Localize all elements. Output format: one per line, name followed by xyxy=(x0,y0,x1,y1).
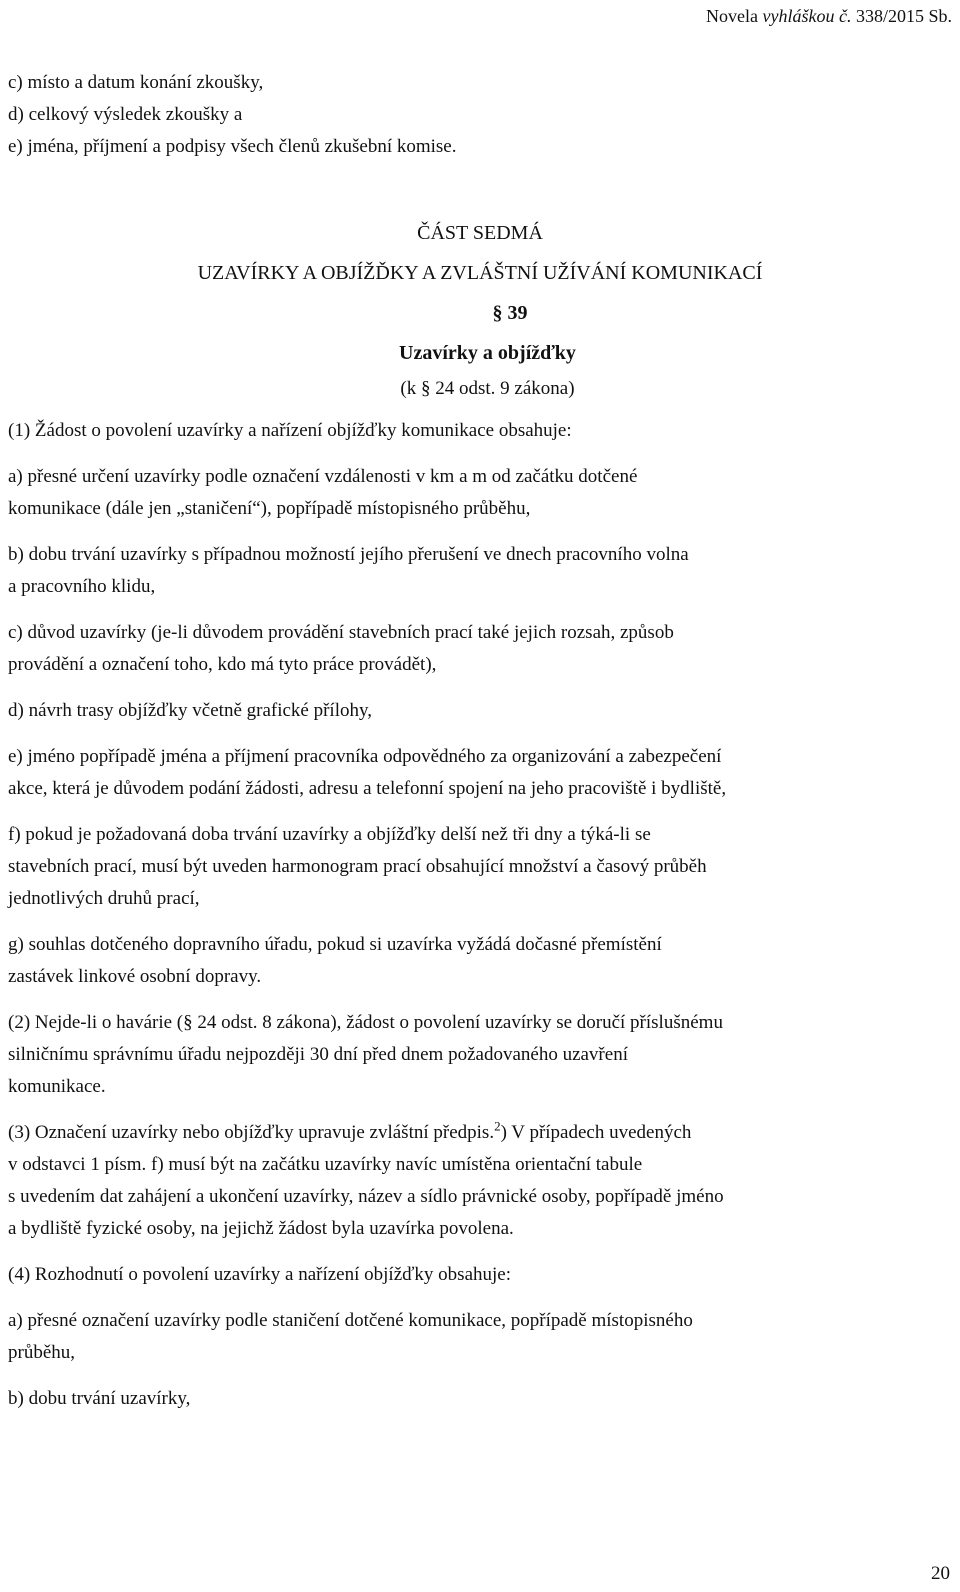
paragraph-line: akce, která je důvodem podání žádosti, adresu a telefonní spojení na jeho pracoviště i bydliště, xyxy=(8,778,727,799)
paragraph-line: komunikace (dále jen „staničení“), popřípadě místopisného průběhu, xyxy=(8,498,531,519)
paragraph-list-end xyxy=(8,1259,952,1415)
paragraph-line: b) dobu trvání uzavírky s případnou možností jejího přerušení ve dnech pracovního volna xyxy=(8,544,689,565)
section-number: § 39 xyxy=(492,302,528,324)
part-title: ČÁST SEDMÁ xyxy=(417,222,543,244)
paragraph-line: b) dobu trvání uzavírky, xyxy=(8,1388,191,1409)
paragraph-line: (1) Žádost o povolení uzavírky a nařízení objížďky komunikace obsahuje: xyxy=(8,420,572,441)
paragraph xyxy=(8,1383,952,1415)
paragraph-line: a) přesné určení uzavírky podle označení vzdálenosti v km a m od začátku dotčené xyxy=(8,466,638,487)
header-suffix: 338/2015 Sb. xyxy=(855,6,952,26)
paragraph-3 xyxy=(8,1117,952,1245)
intro-item: d) celkový výsledek zkoušky a xyxy=(8,104,243,125)
paragraph-line: s uvedením dat zahájení a ukončení uzavírky, název a sídlo právnické osoby, popřípadě jméno xyxy=(8,1186,724,1207)
paragraph-line: a) přesné označení uzavírky podle staničení dotčené komunikace, popřípadě místopisného xyxy=(8,1310,693,1331)
paragraph-3-text-start: (3) Označení uzavírky nebo objížďky upravuje zvláštní předpis. xyxy=(8,1122,495,1143)
paragraph xyxy=(8,1007,952,1103)
part-subtitle: UZAVÍRKY A OBJÍŽĎKY A ZVLÁŠTNÍ UŽÍVÁNÍ KOMUNIKACÍ xyxy=(197,262,763,284)
paragraph-line: d) návrh trasy objížďky včetně grafické přílohy, xyxy=(8,700,373,721)
paragraph-line: a bydliště fyzické osoby, na jejichž žádost byla uzavírka povolena. xyxy=(8,1218,514,1239)
header-prefix: Novela xyxy=(706,6,759,26)
paragraph-3-first-line xyxy=(8,1117,952,1149)
paragraph-line: komunikace. xyxy=(8,1076,106,1097)
paragraph-line: e) jméno popřípadě jména a příjmení pracovníka odpovědného za organizování a zabezpečení xyxy=(8,746,722,767)
part-heading xyxy=(8,213,952,293)
paragraph xyxy=(8,819,952,915)
paragraph xyxy=(8,1259,952,1291)
paragraph-line: f) pokud je požadovaná doba trvání uzavírky a objížďky delší než tři dny a týká-li se xyxy=(8,824,651,845)
section-reference: (k § 24 odst. 9 zákona) xyxy=(400,378,575,399)
paragraph xyxy=(8,929,952,993)
paragraph-3-text-end: ) V případech uvedených xyxy=(500,1122,692,1143)
page-number: 20 xyxy=(931,1563,950,1584)
paragraph-list xyxy=(8,415,952,1103)
paragraph-line: stavebních prací, musí být uveden harmonogram prací obsahující množství a časový průběh xyxy=(8,856,707,877)
paragraph-line: silničnímu správnímu úřadu nejpozději 30 dní před dnem požadovaného uzavření xyxy=(8,1044,628,1065)
paragraph xyxy=(8,695,952,727)
paragraph-line: (2) Nejde-li o havárie (§ 24 odst. 8 zákona), žádost o povolení uzavírky se doručí příslušnému xyxy=(8,1012,723,1033)
paragraph xyxy=(8,617,952,681)
paragraph xyxy=(8,415,952,447)
paragraph xyxy=(8,539,952,603)
paragraph-line: průběhu, xyxy=(8,1342,76,1363)
intro-item: c) místo a datum konání zkoušky, xyxy=(8,72,264,93)
paragraph-line: v odstavci 1 písm. f) musí být na začátku uzavírky navíc umístěna orientační tabule xyxy=(8,1154,643,1175)
intro-item: e) jména, příjmení a podpisy všech členů zkušební komise. xyxy=(8,136,457,157)
section-heading xyxy=(8,293,952,405)
paragraph-line: c) důvod uzavírky (je-li důvodem provádění stavebních prací také jejich rozsah, způsob xyxy=(8,622,674,643)
intro-list xyxy=(8,67,952,163)
paragraph xyxy=(8,741,952,805)
page-header xyxy=(706,4,952,28)
document-body xyxy=(8,67,952,1415)
paragraph xyxy=(8,461,952,525)
paragraph xyxy=(8,1305,952,1369)
paragraph-line: jednotlivých druhů prací, xyxy=(8,888,200,909)
paragraph-line: zastávek linkové osobní dopravy. xyxy=(8,966,262,987)
section-title: Uzavírky a objížďky xyxy=(399,342,576,364)
footnote-ref: 2 xyxy=(494,1118,501,1134)
header-italic: vyhláškou č. xyxy=(762,6,852,26)
paragraph-line: (4) Rozhodnutí o povolení uzavírky a nařízení objížďky obsahuje: xyxy=(8,1264,511,1285)
paragraph-line: g) souhlas dotčeného dopravního úřadu, pokud si uzavírka vyžádá dočasné přemístění xyxy=(8,934,662,955)
paragraph-line: a pracovního klidu, xyxy=(8,576,156,597)
paragraph-line: provádění a označení toho, kdo má tyto práce provádět), xyxy=(8,654,437,675)
